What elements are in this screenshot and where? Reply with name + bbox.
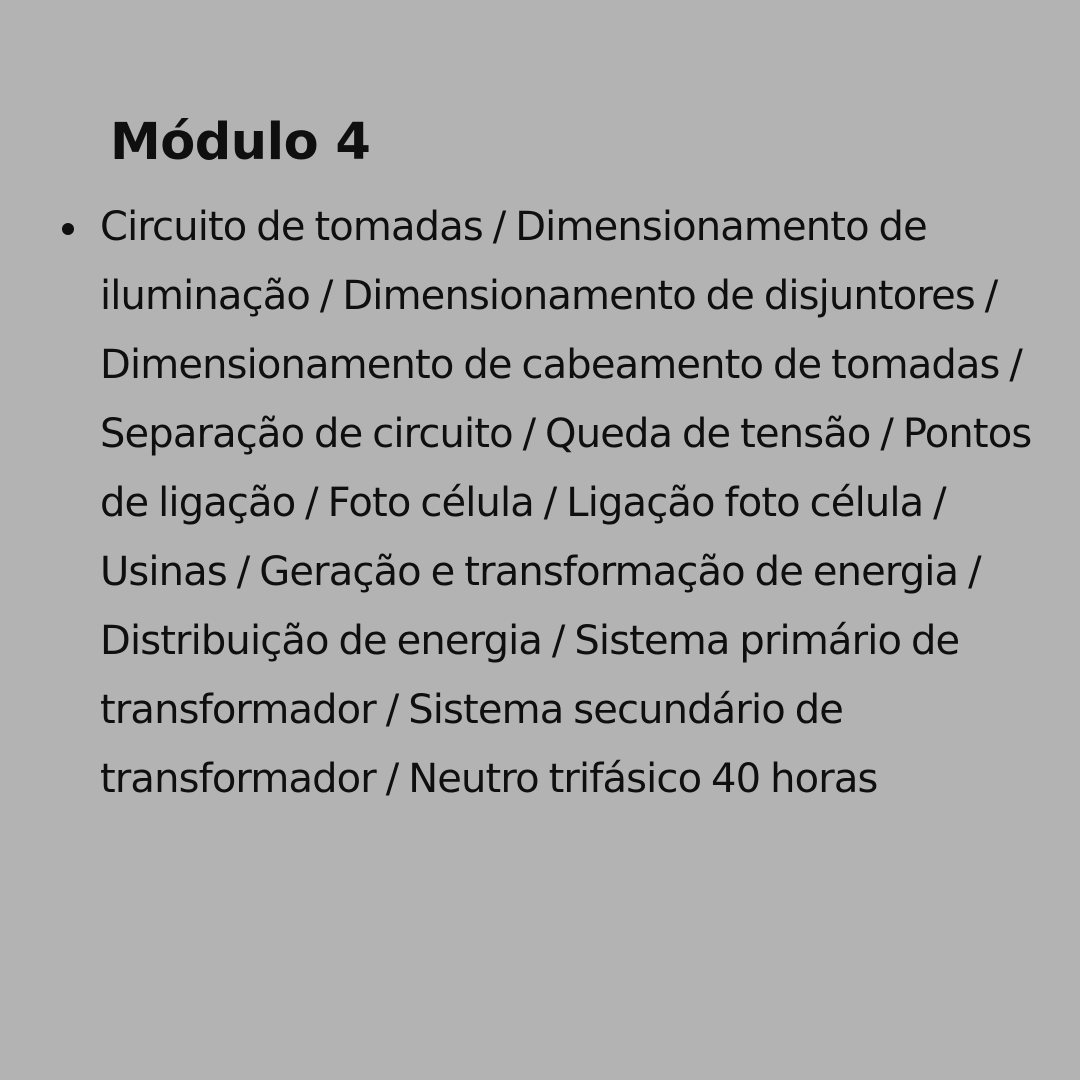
- module-topics-text: Circuito de tomadas / Dimensionamento de iluminação / Dimensionamento de disjuntores / Dimensionamento de cabeamento de tomadas / Separação de circuito / Queda de tensão / Pontos de ligação / Foto célula / Ligação foto célula / Usinas / Geração e transformação de energia / Distribuição de energia / Sistema primário de transformador / Sistema secundário de transformador / Neutro trifásico 40 horas: [100, 204, 1032, 802]
- bullet-icon: [62, 223, 74, 235]
- page-title: Módulo 4: [110, 113, 371, 172]
